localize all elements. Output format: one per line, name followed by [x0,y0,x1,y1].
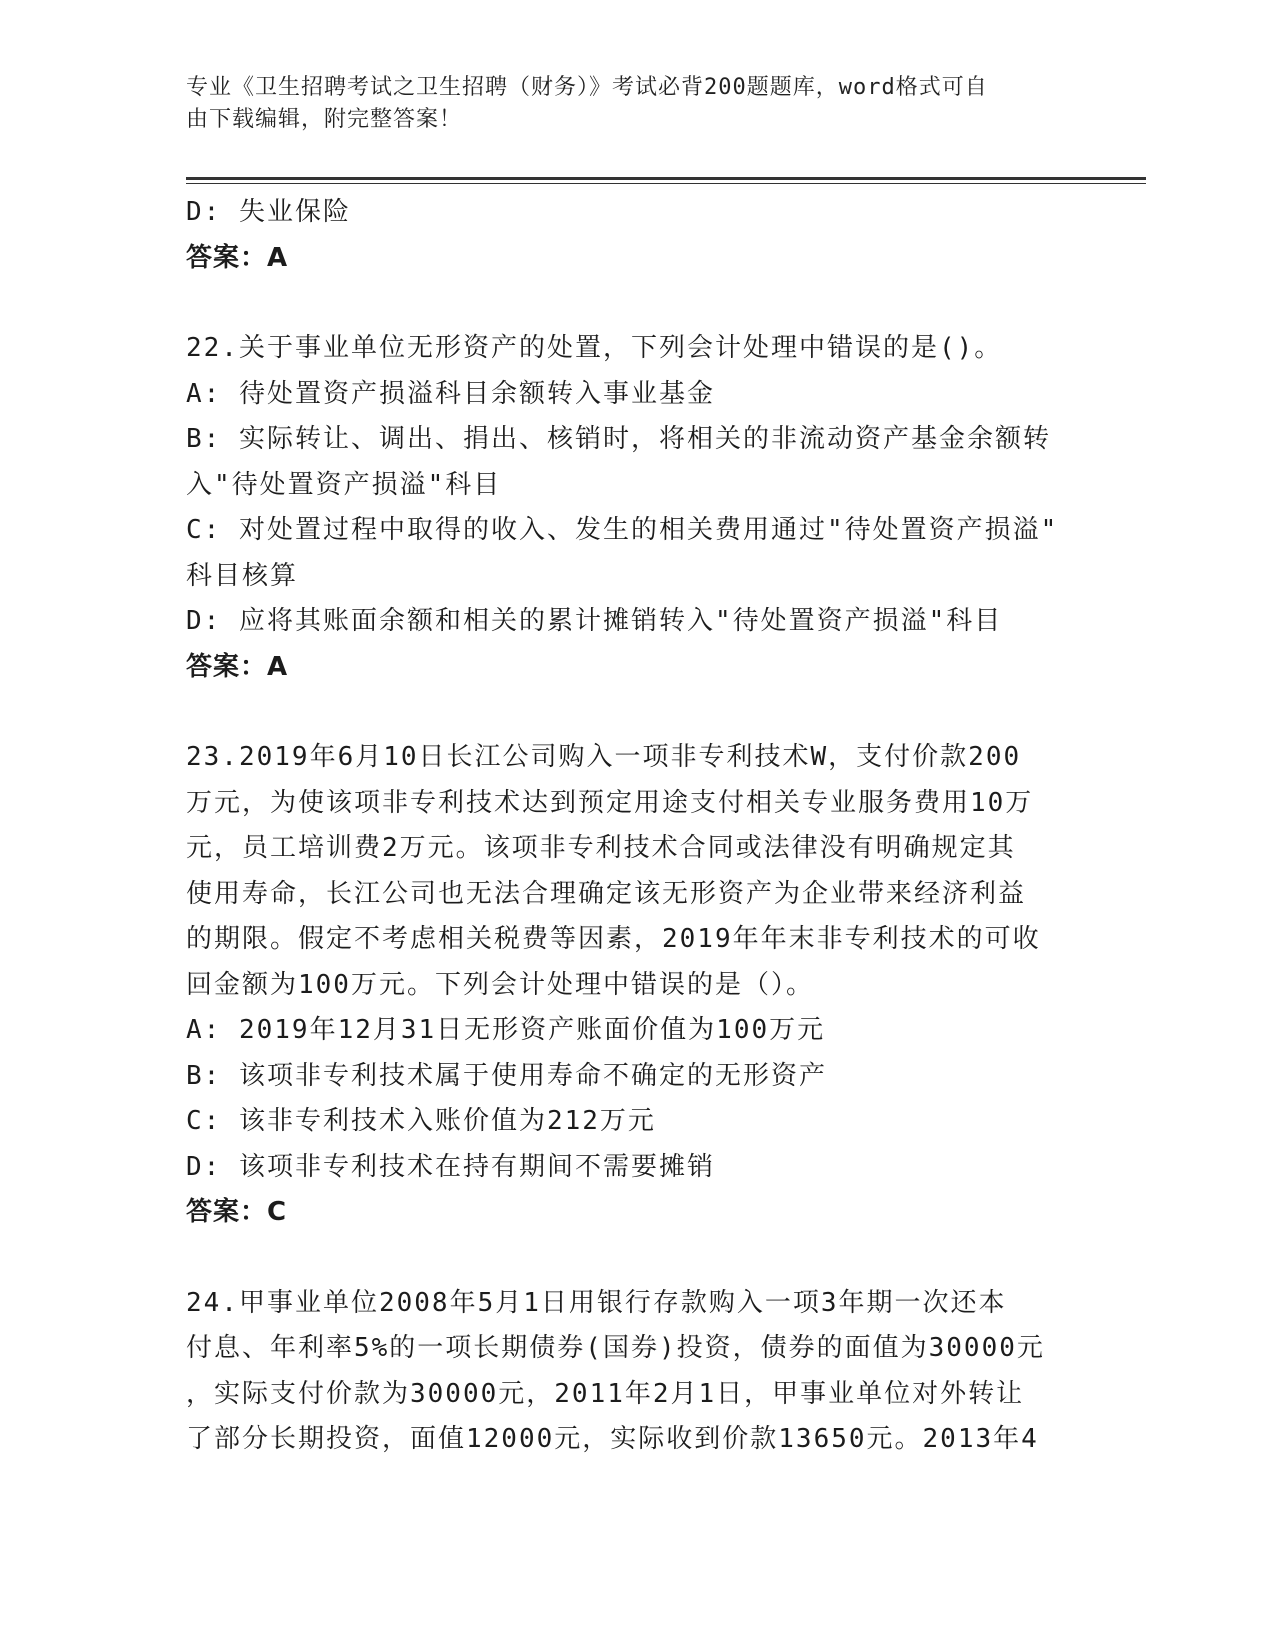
q24-stem-line-1: 24.甲事业单位2008年5月1日用银行存款购入一项3年期一次还本 [186,1287,1007,1318]
q22-option-b-line-1: B: 实际转让、调出、捐出、核销时，将相关的非流动资产基金余额转 [186,424,1051,454]
spacer [186,690,1066,735]
q23-stem-line-4: 使用寿命，长江公司也无法合理确定该无形资产为企业带来经济利益 [186,878,1027,909]
question-content [186,190,1066,1463]
q22-option-a: A: 待处置资产损溢科目余额转入事业基金 [186,378,715,409]
q23-option-b: B: 该项非专利技术属于使用寿命不确定的无形资产 [186,1060,827,1091]
q22-option-b-line-2: 入"待处置资产损溢"科目 [186,469,502,500]
header-line-2: 由下载编辑，附完整答案！ [186,107,463,132]
q23-stem-line-5: 的期限。假定不考虑相关税费等因素，2019年年末非专利技术的可收 [186,924,1041,954]
document-header [186,72,1066,136]
question-22 [186,326,1066,690]
spacer [186,281,1066,326]
header-divider-thick [186,177,1146,180]
q24-stem-line-2: 付息、年利率5%的一项长期债券(国券)投资，债券的面值为30000元 [186,1333,1045,1363]
q23-option-a: A: 2019年12月31日无形资产账面价值为100万元 [186,1015,826,1045]
q22-option-c-line-1: C: 对处置过程中取得的收入、发生的相关费用通过"待处置资产损溢" [186,515,1059,545]
header-divider-thin [186,183,1146,184]
q21-option-d: D: 失业保险 [186,197,351,227]
q21-answer: 答案：A [186,242,289,273]
q24-stem-line-3: ，实际支付价款为30000元，2011年2月1日，甲事业单位对外转让 [186,1378,1025,1409]
q23-stem-line-6: 回金额为100万元。下列会计处理中错误的是（）。 [186,969,814,1000]
q22-option-d: D: 应将其账面余额和相关的累计摊销转入"待处置资产损溢"科目 [186,606,1003,636]
question-21-tail [186,190,1066,281]
q23-stem-line-2: 万元，为使该项非专利技术达到预定用途支付相关专业服务费用10万 [186,787,1034,818]
q22-stem: 22.关于事业单位无形资产的处置，下列会计处理中错误的是()。 [186,333,1003,363]
q23-stem-line-1: 23.2019年6月10日长江公司购入一项非专利技术W，支付价款200 [186,742,1022,772]
spacer [186,1236,1066,1281]
q22-answer: 答案：A [186,651,289,682]
q24-stem-line-4: 了部分长期投资，面值12000元，实际收到价款13650元。2013年4 [186,1424,1039,1454]
header-line-1: 专业《卫生招聘考试之卫生招聘（财务）》考试必背200题题库，word格式可自 [186,75,988,100]
q23-answer: 答案：C [186,1197,288,1227]
q22-option-c-line-2: 科目核算 [186,560,299,591]
question-24 [186,1281,1066,1463]
question-23 [186,735,1066,1236]
q23-stem-line-3: 元，员工培训费2万元。该项非专利技术合同或法律没有明确规定其 [186,833,1016,863]
q23-option-c: C: 该非专利技术入账价值为212万元 [186,1106,656,1136]
q23-option-d: D: 该项非专利技术在持有期间不需要摊销 [186,1151,715,1182]
